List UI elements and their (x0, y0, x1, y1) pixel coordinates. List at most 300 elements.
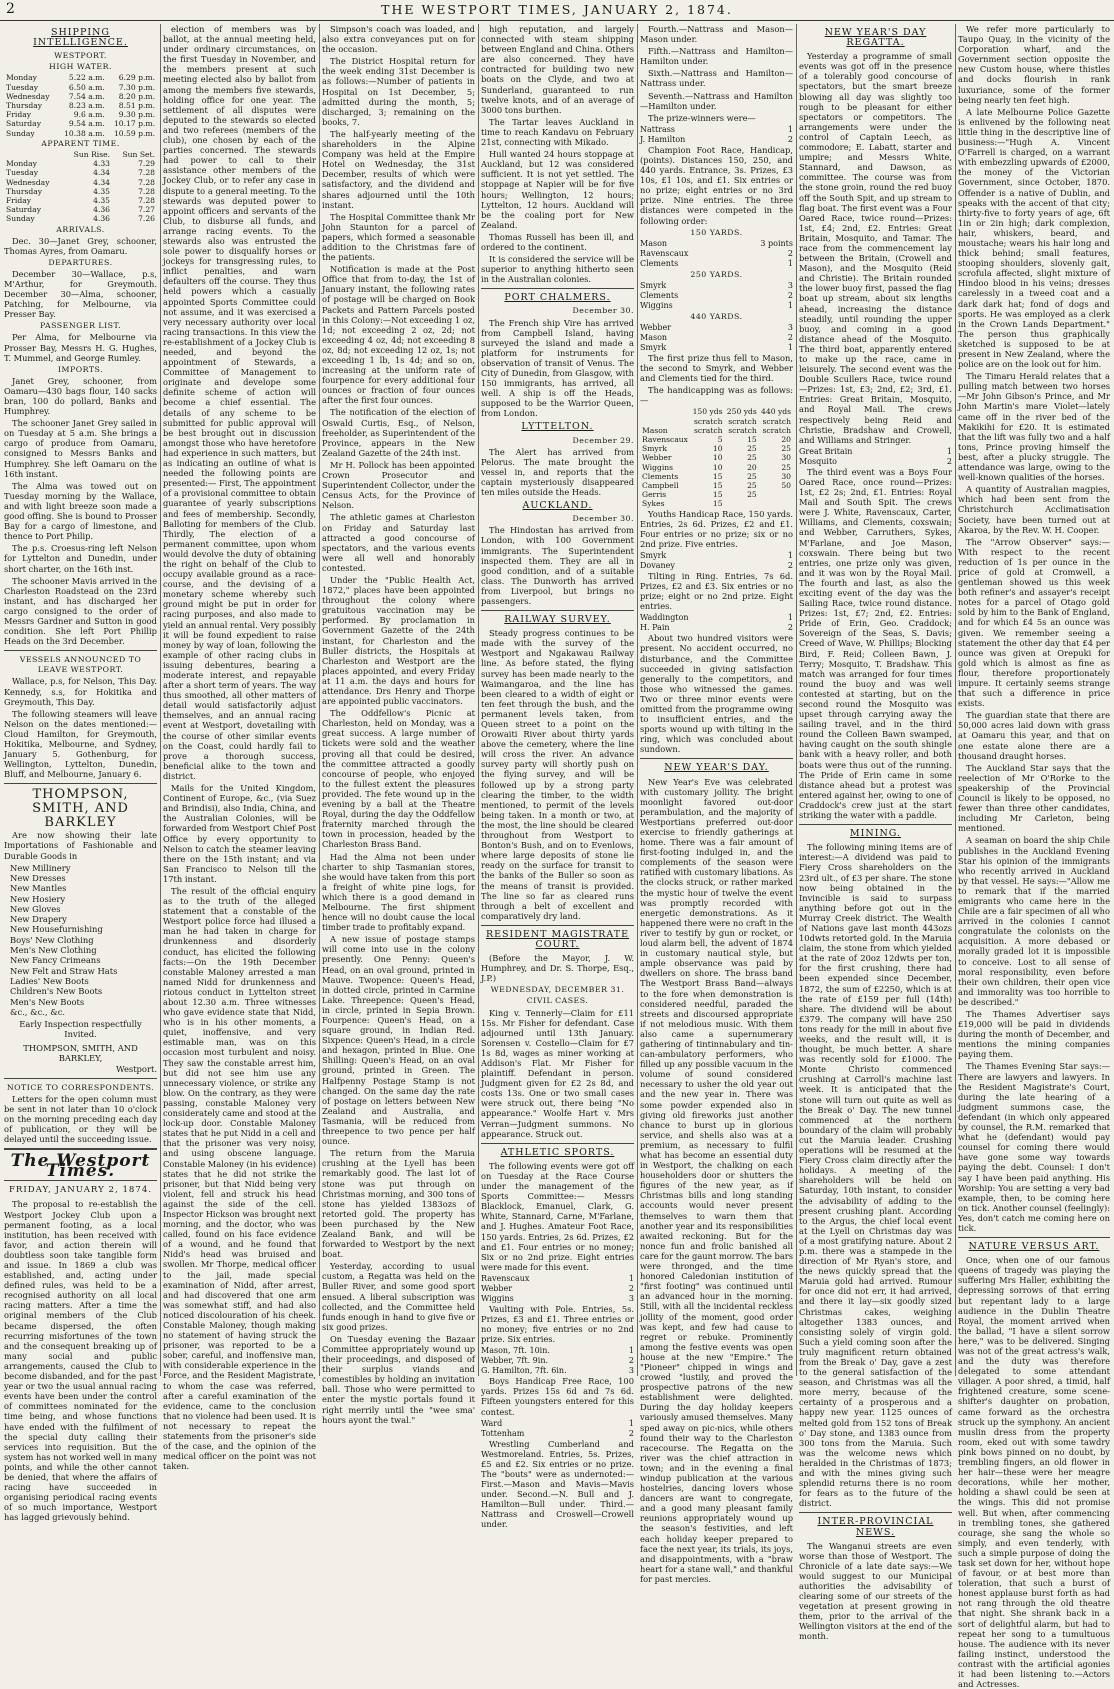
table-cell: 4.33 (93, 159, 111, 169)
divider (4, 650, 157, 651)
nature-heading: NATURE VERSUS ART. (968, 1241, 1100, 1253)
advert-item: New Gloves (10, 903, 61, 914)
news-paragraph: The District Hospital return for the week ending 31st December is as follows:—Number of patients in Hospital on 1st December, 5; admitted during the month, 5; discharged, 3; remaining on the books, 7. (322, 56, 475, 127)
high-water-label: HIGH WATER. (49, 62, 112, 72)
news-paragraph: The notification of the election of Oswald Curtis, Esq., of Nelson, freeholder, as Superintendent of the Province, appears in the New Zealand Gazette of the 24th inst. (322, 407, 475, 458)
table-cell: 15 (712, 490, 723, 500)
results-list (799, 447, 952, 467)
result-place: 1 (787, 550, 793, 560)
results-list (640, 239, 793, 269)
news-paragraph: Mr H. Pollock has been appointed Crown Prosecutor and Superintendent Collector, under the Census Acts, for the Province of Nelson. (322, 459, 475, 511)
apparent-time-row (4, 159, 157, 168)
advert-item: New Felt and Straw Hats (10, 965, 118, 976)
table-cell: 50 (781, 480, 791, 490)
auckland-heading: AUCKLAND. (522, 500, 593, 512)
apparent-time-row (4, 187, 157, 196)
col4-paragraphs (481, 24, 634, 284)
news-paragraph: The schooner Mavis arrived in the Charleston Roadstead on the 23rd instant, and has discharged her cargo consigned to the order of Messrs Gardner and Sutton in good condition. She left Port Phillip Heads on the 3rd December. (4, 575, 157, 647)
athletic-text: The following events were got off on Tuesday at the Race Course under the management of the Sports Committee:— Messrs Blacklock, Emanuel, Clark, G. White, Stannard, Carne, M'Farlane, and J. Hughes. Amateur Foot Race, 150 yards. Entries, 2s 6d. Prizes, £2 and £1. Four entries or no money; Six or no 2nd prize. Eight entries were made for this event. (481, 1160, 634, 1272)
table-cell: 30 (781, 471, 791, 481)
notice-heading: NOTICE TO CORRESPONDENTS. (6, 1082, 155, 1092)
vessels-text: Wallace, p.s, for Nelson, This Day. Kennedy, s.s, for Hokitika and Greymouth, This Day. (4, 676, 157, 707)
news-paragraph: A new issue of postage stamps will come into use in the colony presently. One Penny: Queen's Head, on an oval ground, printed in Mauve. Twopence: Queen's Head, in dotted circle, printed in Carmine Lake. Threepence: Queen's Head, in circle, printed in Sepia Brown. Fourpence: Queen's Head, on a square ground, in Indian Red. Sixpence: Queen's Head, in a circle and hexagon, printed in Blue. One Shilling: Queen's Head, on an oval ground, printed in Green. The Halfpenny Postage Stamp is not changed. On the same day the rate of postage on letters between New Zealand and Australia, and Tasmania, will be reduced from threepence to two pence per half ounce. (322, 934, 475, 1147)
yards-250-label: 250 YARDS. (690, 269, 743, 279)
table-cell: 250 yds (726, 407, 757, 417)
result-row (640, 281, 793, 291)
news-paragraph: Had the Alma not been under charter to ship Tasmanian stores, she would have taken from this port a freight of white pine logs, for which there is a good demand in Melbourne. The first shipment hence will no doubt cause the local timber trade to profitably expand. (322, 851, 475, 933)
table-cell: Wiggins (642, 462, 674, 472)
table-cell: 9.30 p.m. (118, 110, 155, 120)
departures-label: DEPARTURES. (48, 257, 113, 267)
regatta-text: Yesterday a programme of small events was got off in the presence of a tolerably good concourse of spectators, but the smart breeze blowing all day was slightly too rough to be pleasant for either spectators or competitors. The arrangements were under the control of Captain Leech, as commodore; E. Labatt, starter and umpire; and Messrs White, Stannard, and Dawson, as committee. The course was from the stone groin, round the red buoy off the South Spit, and up stream to flag boat. The first event was a Four Oared Race, twice round—Prizes: 1st, £4; 2nd, £2. Entries: Great Britain, Mosquito, and Tamar. The race from the commencement lay between the Britain, (Crowell and Mason), and the Mosquito (Reid and Christie). The Britain rounded the lower buoy first, passed the flag boat up stream, about six lengths ahead, increasing the distance steadily, until rounding the upper buoy, and coming in a good distance ahead of the Mosquito. The third boat, apparently entered to make up the race, came in leisurely. The second event was the Double Scullers Race, twice round—Prizes: 1st, £3; 2nd, £2; 3rd, £1. Entries: Great Britain, Mosquito, and Royal Mail. The crews respectively being Reid and Christie, Bradshaw and Crowell, and Williams and Stringer. (799, 51, 952, 445)
news-paragraph: The "Arrow Observer" says:—With respect to the recent reduction of 1s per ounce in the price of gold at Cromwell, a gentleman showed us this week both refiner's and assayer's receipt notes for a parcel of Otago gold sold by him to the Bank of England, and for which £4 5s an ounce was given. We remember seeing a statement the other day that £4 per ounce was given at Orepuki for gold which is almost as fine as flour, therefore proportionately impure. It certainly seems strange that such a difference in price exists. (958, 536, 1110, 709)
wrestling-bouts (640, 24, 793, 111)
result-place: 3 (787, 322, 793, 332)
auckland-text: The Hindostan has arrived from London, with 100 Government immigrants. The Superintendent inspected them. They are all in good condition, and of a suitable class. The Dunworth has arrived from Liverpool, but brings no passengers. (481, 525, 634, 606)
high-water-row (4, 110, 157, 119)
table-cell (759, 490, 793, 499)
departures-text: December 30—Wallace, p.s, M'Arthur, for Greymouth. December 30—Alma, schooner, Patching, for Melbourne, via Presser Bay. (4, 268, 157, 320)
result-row (481, 1346, 634, 1356)
news-paragraph: A late Melbourne Police Gazette is enlivened by the following neat little thing in the descriptive line of business:—"Hugh A. Vincent O'Farrell is charged, on a warrant with embezzling upwards of £2000, the money of the Victorian Government, since October, 1870. Offender is a native of Dublin, and speaks with the accent of that city; thirty-five to forty years of age, 6ft 1in or 2in high; dark complexion, hair, whiskers, beard, and moustache; wears his hair long and thick behind; small features, stooping shoulders, slovenly gait, scrofula affected, slight mixture of Hindoo blood in his veins; dresses carelessly in a tweed coat and a dark dark hat; fond of dogs and sports. He was employed as a clerk in the Crown Lands Department." The person thus graphically sketched is supposed to be at present in New Zealand, where the police are on the look out for him. (958, 106, 1110, 370)
advert-item: New Drapery (10, 914, 67, 925)
table-cell: Sunday (6, 128, 35, 138)
table-cell: Tuesday (6, 168, 39, 178)
result-name: Webber (481, 1283, 513, 1293)
result-row (481, 1284, 634, 1294)
mining-heading: MINING. (849, 828, 902, 840)
news-paragraph: A quantity of Australian magpies, which had been sent from the Christchurch Acclimatisation Society, have been turned out at Akaroa, by the Rev. W. H. Cooper. (958, 484, 1110, 535)
lyttelton-heading: LYTTELTON. (521, 421, 594, 433)
result-place: 2 (628, 1428, 634, 1438)
column-2 (163, 24, 317, 1472)
table-cell: Saturday (6, 119, 41, 129)
handicap-row (640, 463, 793, 472)
news-paragraph: high reputation, and largely connected with steam shipping between England and China. Others are also concerned. They have contracted for building two new boats on the Clyde, and two at Sunderland, guaranteed to run twelve knots, and of an average of 3000 tons burthen. (481, 24, 634, 115)
advert-item: Boys' New Clothing (10, 934, 94, 945)
rm-court-intro: (Before the Mayor, J. W. Humphrey, and Dr. S. Thorpe, Esq., J.P.) (481, 953, 634, 984)
news-paragraph: The Auckland Star says that the reelection of Mr O'Rorke to the speakership of the Provincial Council is likely to be opposed, no fewer than three other candidates, including Mr Carleton, being mentioned. (958, 762, 1110, 834)
divider (799, 824, 952, 825)
table-cell: scratch (762, 425, 791, 435)
table-cell: Wednesday (6, 91, 50, 101)
table-cell: Monday (6, 73, 37, 83)
news-paragraph: The Hospital Committee thank Mr John Staunton for a parcel of papers, which formed a seasonable addition to the Christmas fare of the patients. (322, 211, 475, 263)
rm-court-civil: CIVIL CASES. (526, 996, 589, 1006)
table-cell: 4.34 (93, 177, 111, 187)
table-cell: 7.27 (138, 205, 155, 215)
table-cell: 25 (747, 444, 757, 454)
table-cell: 20 (781, 434, 791, 444)
table-cell: Thursday (6, 100, 43, 110)
result-row (640, 301, 793, 311)
result-name: Wiggins (481, 1293, 514, 1303)
port-chalmers-text: The French ship Vire has arrived from Campbell Island, having surveyed the island and made a platform for instruments for observation of transit of Venus. The City of Dunedin, from Glasgow, with 150 immigrants, has arrived, all well. A ship is off the Heads, supposed to be the Warrior Queen, from London. (481, 317, 634, 419)
advert-item: Men's New Boots (10, 996, 85, 1007)
news-paragraph: The half-yearly meeting of the shareholders in the Alpine Company was held at the Empire Hotel on Wednesday, the 31st December, results of which were satisfactory, and the dividend and shares adjourned until the 10th instant. (322, 128, 475, 210)
table-cell: Sun Rise. (73, 149, 111, 159)
result-place: 2 (628, 1283, 634, 1293)
handicap-row (640, 426, 793, 435)
column-rule (160, 24, 161, 1376)
table-cell: 5.22 a.m. (68, 73, 105, 83)
table-cell: Gerris (642, 490, 667, 500)
table-cell: 10 (712, 453, 723, 463)
arrivals-label: ARRIVALS. (56, 224, 105, 234)
news-paragraph: Hull wanted 24 hours stoppage at Auckland, but 12 was considered sufficient. It is not yet settled. The stoppage at Napier will be for five hours; Wellington, 12 hours; Lyttelton, 12 hours. Auckland will be the coaling port for New Zealand. (481, 149, 634, 230)
result-row (640, 291, 793, 301)
steamers-text: The following steamers will leave Nelson on the dates mentioned:— Cloud Hamilton, for Greymouth, Hokitika, Melbourne, and Sydney, January 5. Gothenburg, for Wellington, Lyttelton, Dunedin, Bluff, and Melbourne, January 6. (4, 708, 157, 780)
port-chalmers-date: December 30. (572, 306, 634, 316)
table-cell: 7.28 (138, 186, 155, 196)
result-row (481, 1429, 634, 1439)
table-cell: 10 (712, 444, 723, 454)
divider (481, 925, 634, 926)
lyttelton-text: The Alert has arrived from Pelorus. The mate brought the vessel in, and reports that the captain mysteriously disappeared ten miles outside the Heads. (481, 446, 634, 498)
result-row (640, 333, 793, 343)
news-paragraph: The return from the Maruia crushing at the Lyell has been remarkably good. The last lot of stone was put through on Christmas morning, and 300 tons of stone has yielded 1383ozs of retorted gold. The property has been purchased by the New Zealand Bank, and will be forwarded to Westport by the next boat. (322, 1148, 475, 1260)
news-paragraph: It is considered the service will be superior to anything hitherto seen in the Australian colonies. (481, 254, 634, 285)
result-row (640, 613, 793, 623)
apparent-time-row (4, 168, 157, 177)
table-cell (725, 499, 759, 508)
apparent-time-table (4, 150, 157, 224)
high-water-table (4, 73, 157, 137)
result-place: 1 (628, 1346, 634, 1356)
table-cell (640, 417, 690, 426)
news-paragraph: The athletic games at Charleston on Friday and Saturday last attracted a good concourse of spectators, and the various events were all well and honorably contested. (322, 512, 475, 573)
result-place: 2 (946, 456, 952, 466)
result-place: 1 (787, 258, 793, 268)
table-cell: 4.36 (93, 205, 111, 215)
advert-items (10, 863, 157, 1017)
table-cell: 25 (781, 444, 791, 454)
news-paragraph: The p.s. Croesus-ring left Nelson for Lyttelton and Dunedin, under short charter, on the 16th inst. (4, 543, 157, 574)
column-4 (481, 24, 634, 1530)
arrivals-text: Dec. 30—Janet Grey, schooner, Thomas Ayres, from Oamaru. (4, 235, 157, 256)
advert-item: New Mantles (10, 883, 67, 894)
wrestling-text: Wrestling Cumberland and Westmoreland. Entries, 5s. Prizes, £5 and £2. Six entries or no prize. The "bouts" were as undernoted:— First.—Mason and Mavis—Mavis under. Second.—N. Bull and J. Hamilton—Bull under. Third.—Nattrass and Croswell—Crowell under. (481, 1438, 634, 1530)
apparent-time-row (4, 196, 157, 205)
result-name: Mason (640, 238, 668, 248)
result-place: 2 (787, 248, 793, 258)
result-name: Tottenham (481, 1428, 525, 1438)
apparent-time-row (4, 205, 157, 214)
table-cell: scratch (762, 416, 791, 426)
column-rule (478, 24, 479, 1376)
table-cell: 7.28 (138, 195, 155, 205)
table-cell: scratch (728, 425, 757, 435)
column-rule (796, 24, 797, 1376)
result-row (640, 343, 793, 353)
advert-place: Westport. (116, 1063, 157, 1074)
result-name: Webber (640, 322, 672, 332)
dateline: FRIDAY, JANUARY 2, 1874. (8, 1185, 153, 1196)
columns (4, 24, 1110, 1689)
regatta-heading: NEW YEAR'S DAY REGATTA. (824, 27, 927, 49)
high-water-row (4, 73, 157, 82)
auckland-date: December 30. (572, 514, 634, 524)
divider (958, 1237, 1110, 1238)
bout-line: Sixth.—Nattrass and Hamilton—Nattrass under. (640, 68, 793, 89)
result-row (640, 249, 793, 259)
interprovincial-text: The Wanganui streets are even worse than those of Westport. The Chronicle of a late date says:—We would suggest to our Municipal authorities the advisability of clearing some of our streets of the vegetation at present growing in them, prior to the arrival of the Wellington visitors at the end of the month. (799, 1540, 952, 1642)
result-name: Mosquito (799, 456, 837, 466)
result-name: Waddington (640, 613, 689, 623)
bout-line: Fourth.—Nattrass and Mason—Mason under. (640, 24, 793, 45)
high-water-row (4, 83, 157, 92)
table-cell: 7.30 p.m. (118, 82, 155, 92)
result-name: Nattrass (640, 124, 676, 134)
results-list (640, 281, 793, 311)
news-paragraph: Simpson's coach was loaded, and also extra conveyances put on for the occasion. (322, 24, 475, 55)
interprovincial-heading: INTER-PROVINCIAL NEWS. (817, 1516, 934, 1538)
result-place: 2 (787, 290, 793, 300)
divider (481, 288, 634, 289)
advert-item: New Dresses (10, 872, 66, 883)
advert-signature: THOMPSON, SMITH, AND BARKLEY, (23, 1043, 138, 1064)
column-5 (640, 24, 794, 1584)
news-paragraph: Notification is made at the Post Office that from to-day, the 1st of January instant, the following rates of postage will be charged on Book Packets and Pattern Parcels posted in this Colony:—Not exceeding 1 oz, 1d; not exceeding 2 oz, 2d; not exceeding 4 oz, 4d; not exceeding 8 oz, 8d; not exceeding 12 oz, 1s; not exceeding 1 lb, 1s 4d; and so on, increasing at the uniform rate of fourpence for every additional four ounces or fraction of four ounces after the first four ounces. (322, 264, 475, 406)
editorial-text: The proposal to re-establish the Westport Jockey Club upon a permanent footing, as a local institution, has been received with favor, and action therein will doubtless soon take tangible form and issue. In 1869 a club was established, and, acting under defined rules, was held to be a recognised authority on all local racing matters. After a time the original members of the Club became dispersed, the often recurring misfortunes of the town and the consequent breaking up of many social and public arrangements, caused the Club to become disbanded, and for the past year or two the usual annual racing events have been under the control of committees nominated for the time being, and whose functions have ended with the fulfilment of the special duty calling their services into requisition. But the system has not worked well in many points, and while the other cannot be denied, that where the affairs of racing have succeeded in organising periodical racing events of so much importance, Westport has lagged grievously behind. (4, 1199, 157, 1523)
table-cell: 7.29 (138, 159, 155, 169)
table-cell: 440 yds (761, 407, 791, 417)
table-cell: Ravenscaux (642, 434, 688, 444)
table-cell: 25 (747, 480, 757, 490)
imports-label: IMPORTS. (57, 364, 104, 374)
regatta-text-2: The third event was a Boys Four Oared Race, once round—Prizes: 1st, £2 2s; 2nd, £1. Entries: Royal Mail and South Spit. The crews were J. White, Ravenscaux, Carter, Williams, and Clements, coxswain; and Webber, Carruthers, Sykes, M'Farlane, and Joe Mason, coxswain. There being but two entries, one prize only was given, and it was won by the Royal Mail. The fourth and last, as also the exciting event of the day was the Sailing Race, twice round distance. Prizes: 1st, £7; 2nd, £2. Entries: Pride of Erin, Geo. Craddock; Sovereign of the Seas, S. Davis; Creed of Wave, W. Phillips; Blocking Bird, F. Reid; Colleen Bawn, J. Terry; Mosquito, T. Bradshaw. This match was arranged for four times round the buoy and was well contested at starting, but on the second round the Mosquito was upset through carrying away the sailing travel, and in the third round the Colleen Bawn swamped, having caught on the south shingle bank with a heavy roller, and both boats were thus out of the running. The Pride of Erin came in some distance ahead but a protest was entered against her, owing to one of Craddock's crew just at the start striking the water with a paddle. (799, 466, 952, 821)
handicap-row (640, 481, 793, 490)
notice-text: Letters for the open column must be sent in not later than 10 o'clock on the morning preceding each day of publication, or they will be delayed until the succeeding issue. (4, 1093, 157, 1145)
handicap-label: The handicapping was as follows:— (640, 385, 793, 406)
vessels-heading: VESSELS ANNOUNCED TO LEAVE WESTPORT. (19, 655, 142, 675)
boys-race-text: Boys Handicap Free Race, 100 yards. Prizes 15s 6d and 7s 6d. Fifteen youngsters entered for this contest. (481, 1376, 634, 1417)
table-cell: 10.59 p.m. (113, 128, 155, 138)
table-cell: 4.34 (93, 168, 111, 178)
table-cell: 8.23 a.m. (68, 100, 105, 110)
table-cell: Friday (6, 195, 32, 205)
handicap-row (640, 435, 793, 444)
result-name: Smyrk (640, 280, 667, 290)
results-list (640, 551, 793, 571)
apparent-time-label: APPARENT TIME. (41, 138, 120, 148)
advert-item: New Fancy Crimeans (10, 955, 101, 966)
handicap-row (640, 490, 793, 499)
handicap-row (640, 499, 793, 508)
result-row (640, 323, 793, 333)
table-cell: 150 yds (692, 407, 723, 417)
advert-item: Ladies' New Boots (10, 975, 89, 986)
final-note: The first prize thus fell to Mason, the second to Smyrk, and Webber and Clements tied for the third. (640, 352, 793, 384)
result-name: Mason, 7ft. 10in. (481, 1346, 550, 1356)
result-place: 3 (628, 1366, 634, 1376)
result-row (799, 457, 952, 467)
table-cell: Smyrk (642, 444, 667, 454)
port-name: WESTPORT. (54, 51, 107, 61)
table-cell: 30 (781, 453, 791, 463)
news-paragraph: The schooner Janet Grey sailed in on Tuesday at 5 a.m. She brings a cargo of produce from Oamaru, consigned to Messrs Banks and Humphrey. She left Oamaru on the 16th instant. (4, 418, 157, 479)
table-cell: 5 (717, 434, 723, 444)
advert-intro: Are now showing their late Importations of Fashionable and Durable Goods in (4, 830, 157, 861)
mining-text: The following mining items are of interest:—A dividend was paid to Fiery Cross shareholders on the 23rd ult., of £3 per share. The stone now being obtained in the Invincible is said to surpass anything before got out in the Murray Creek district. The Wealth of Nations gave last month 443ozs 10dwts retorted gold. In the Maruia claim, the stone from which yielded at the rate of 20oz 12dwts per ton, for the first crushing, there had been expended since December, 1872, the sum of £2250, which is at the rate of £159 per full (14th) share. The dividend will be about £379. The company will have 250 tons ready for the mill in about five weeks, and the result will, it is thought, be much better. A share was recently sold for £1000. The Monte Christo commenced crushing at Carroll's machine last week. It is anticipated that the stone will turn out quite as well as the Break o' Day. The new tunnel commenced at the northern boundary of the claim will probably cut the Maruia leader. Crushing operations will be resumed at the Fiery Cross claim directly after the holidays. A meeting of the shareholders will be held on Saturday, 10th instant, to consider the advisability of adding to the present crushing plant. According to the Argus, the chief local event at the Lyell on Christmas day was of a most gratifying nature. About 2 p.m. there was a stampede in the direction of Mr Ryan's store, and the news quickly spread that the Maruia gold had arrived. Rumour for once did not err, it had arrived, and there it lay—six goodly sized Christmas cakes, weighing altogether 1383 ounces, and consisting solely of virgin gold. Such a yield coming soon after the truly magnificent return obtained from the Break o' Day, gave a zest to the general satisfaction of the season, and Christmas was all the more merry, because of the certainty of a prosperous and a happy new year. 1125 ounces of melted gold from 152 tons of Break o' Day stone, and 1383 ounce from 300 tons from the Maruia. Such was the welcome news which heralded in the Christmas of 1873; and with the mines giving such splendid returns there is no room for fears as to the future of the district. (799, 842, 952, 1509)
table-cell: 6.50 a.m. (68, 82, 105, 92)
result-name: Clements (640, 258, 679, 268)
handicap-row (640, 407, 793, 416)
passengers-text: Per Alma, for Melbourne via Prosser Bay, Messrs H. G. Hughes, T. Mummel, and George Rumley. (4, 332, 157, 363)
result-name: Ravenscaux (640, 248, 689, 258)
divider (640, 758, 793, 759)
table-cell: 8.20 p.m. (118, 91, 155, 101)
paper-name: The Westport Times. (10, 1151, 151, 1182)
table-cell (4, 150, 62, 159)
table-cell: 15 (747, 434, 757, 444)
news-paragraph: The Oddfellow's Picnic at Charleston, held on Monday, was a great success. A large number of tickets were sold and the weather proving all that could be desired, the committee attracted a goodly concourse of people, who enjoyed to the fullest extent the pleasures provided. The fete wound up in the evening by a ball at the Theatre Royal, during the day the Oddfellow fraternity marched through the town in procession, headed by the Charleston Brass Band. (322, 708, 475, 850)
result-row (640, 125, 793, 135)
news-paragraph: Thomas Russell has been ill, and ordered to the continent. (481, 231, 634, 252)
table-cell: Tuesday (6, 82, 39, 92)
handicap-table (640, 407, 793, 508)
table-cell: scratch (694, 425, 723, 435)
news-paragraph: The Tartar leaves Auckland in time to reach Kandavu on February 21st, connecting with Mikado. (481, 116, 634, 148)
new-years-day-text: New Year's Eve was celebrated with customary jollity. The bright moonlight favored out-door perambulation, and the majority of Westportians preferred out-door exercise to friendly gatherings at home. There was a fair amount of first-footing indulged in, and the complements of the season were ratified with customary libations. As the clocks struck, or rather marked the mystic hour of twelve the event was promptly recorded with energetic demonstrations. As it happened there were no craft in the river to testify by gun or rocket, or loud alarm bell, the advent of 1874 in customary nautical style, but ample observance was paid by dwellers on shore. The brass band The Westport Brass Band—always to the fore when demonstration is considered needful, paraded the streets and discoursed appropriate if not melodious music. With them also came a supernumerary gathering of tintinnabulary and tin-can-ambulatory performers, who filled up any possible vacuum in the volume of sound considered necessary to usher the old year out and the new year in. There was some powder expended also in giving old fireworks just another chance to burst up in glorious service, and shells also was at a premium, as necessary to fulfil what has become an essential duty in Westport, the chalking on each householders door or shutters the figures of the new year, as if Christmas bills and long standing accounts would never present themselves to warn them that another year and its responsibilities awaited reckoning. But for the nonce fun and frolic banished all care for the gaunt morrow. The bars were thronged, and the time honored Caledonian institution of "first footing" was continued until an advanced hour in the morning. Still, with all the incidental reckless jollity of the moment, good order was kept, and few had cause to regret or rebuke. Prominently among the festive events was open house at the new "Empire." The "Pioneer" chipped in wings and crowed "lustily, and proved the prospective patrons of the new establishment were delighted. During the day holiday keepers variously amused themselves. Many sped away on pic-nics, while others found their way to the Charleston racecourse. The Regatta on the river was the chief attraction in town; and in the evening a final windup publication at the various hostelries, dancing lovers whose dancers are want to congregate, and a good many pleasant family reunions appropriately wound up the season's festivities, and left each holiday keeper prepared to face the next year, its trials, its joys, and disappointments, with a "braw heart for a stane wall," and thankful for past mercies. (640, 776, 794, 1584)
result-row (640, 135, 793, 145)
table-cell: 20 (747, 462, 757, 472)
result-name: Clements (640, 290, 679, 300)
divider (4, 1078, 157, 1079)
table-cell: 25 (747, 453, 757, 463)
table-cell: 10 (712, 462, 723, 472)
result-name: Mason (640, 332, 668, 342)
news-paragraph: The result of the official enquiry as to the truth of the alleged statement that a constable of the Westport police force had illused a man he had taken in charge for drunkenness and disorderly conduct, has elicited the following facts:—On the 19th December constable Maloney arrested a man named Nidd for drunkenness and riotous conduct in Lyttelton street about 12.30 a.m. Three witnesses who gave evidence state that Nidd, who is in his other moments, a quiet, inoffensive, and very estimable man, was on this occasion most turbulent and noisy. They saw the constable arrest him, but did not see him use any unnecessary violence, or strike any blow. On the contrary, as they were passing, constable Maloney very considerately came and stood at the lock-up door. Constable Maloney states that he put Nidd in a cell and that the prisoner was very noisy, and using obscene language. Constable Maloney (in his evidence) states that he did not strike the prisoner, but that Nidd being very violent, fell and struck his head against the side of the cell. Inspector Hickson was brought next morning, and the doctor, who was called, found on his face evidence of a wound, and he found that Nidd's head was bruised and swollen. Mr Thorpe, medical officer to the jail, made special examination of Nidd, after arrest, and had discovered that one arm was somewhat stiff, and had also noticed discolouration of his cheek. Constable Maloney, though making no statement of having struck the prisoner, was reported to be a sober, careful, and inoffensive man, with considerable experience in the Force, and the Resident Magistrate, to whom the case was referred, after a careful examination of the evidence, came to the conclusion that no violence had been used. It is not necessary to repeat the statements from the prisoner's side of the case, and the opinion of the medical officer on the point was not taken. (163, 885, 316, 1472)
champion-text: Champion Foot Race, Handicap, (points). Distances 150, 250, and 440 yards. Entrance, 3s. Prizes, £3 10s, £1 10s, and £1. Six entries or no prize; eight entries or no 3rd prize. Nine entries. The three distances were competed in the following order: (640, 144, 793, 226)
handicap-row (640, 453, 793, 462)
divider (481, 610, 634, 611)
column-rule (637, 24, 638, 1376)
advert-item: &c., &c., &c. (10, 1006, 66, 1017)
divider (4, 783, 157, 784)
table-cell: 10.17 p.m. (113, 119, 155, 129)
news-paragraph: The Thames Advertiser says £19,000 will be paid in dividends during the month of December, and mentions the mining companies paying them. (958, 1009, 1110, 1060)
result-place: 1 (787, 300, 793, 310)
result-row (640, 561, 793, 571)
table-cell: 7.28 (138, 168, 155, 178)
news-paragraph: The guardian state that there are 50,000 acres laid down with grass at Oamaru this year, and that on one estate alone there are a thousand draught horses. (958, 710, 1110, 761)
table-cell: 15 (712, 471, 723, 481)
athletic-heading: ATHLETIC SPORTS. (500, 1146, 615, 1158)
table-cell: 10.38 a.m. (64, 128, 105, 138)
table-cell: Monday (6, 159, 37, 169)
result-name: Wiggins (640, 300, 673, 310)
result-place: 2 (787, 134, 793, 144)
bout-line: Seventh.—Nattrass and Hamilton—Hamilton under. (640, 90, 793, 111)
rm-court-heading: RESIDENT MAGISTRATE COURT. (485, 928, 630, 950)
results-list (640, 323, 793, 353)
column-6 (799, 24, 952, 1642)
table-cell: 6.29 p.m. (118, 73, 155, 83)
rm-court-text: King v. Tennerly—Claim for £11 15s. Mr Fisher for defendant. Case adjourned until 13th January. Sorensen v. Costello—Claim for £7 1s 8d, wages as miner working at Addison's Flat. Mr Fisher for plaintiff. Defendant in person. Judgment given for £2 2s 8d, and costs 13s. One or two small cases were struck out, there being "No appearance." Woolfe Hart v. Mrs Verran—Judgment summons. No appearance. Struck out. (481, 1007, 634, 1139)
result-place: 3 points (760, 238, 793, 248)
rm-court-date: WEDNESDAY, DECEMBER 31. (490, 985, 625, 995)
column-3 (322, 24, 475, 1425)
column-7 (958, 24, 1110, 1689)
result-name: Smyrk (640, 342, 667, 352)
railway-heading: RAILWAY SURVEY. (504, 614, 611, 626)
port-chalmers-heading: PORT CHALMERS. (504, 292, 611, 304)
table-cell: Sunday (6, 214, 35, 224)
advert-item: Children's New Boots (10, 986, 103, 997)
table-cell (640, 407, 690, 416)
apparent-time-row (4, 214, 157, 223)
table-cell: 9.54 a.m. (68, 119, 105, 129)
lyttelton-date: December 29. (572, 435, 634, 445)
high-water-row (4, 119, 157, 128)
result-row (640, 239, 793, 249)
divider (481, 1143, 634, 1144)
news-paragraph: election of members was by ballot, at the annual meeting held, under ordinary circumstances, on the first Tuesday in November, and the members present at such meeting elected also by ballot from among the members five stewards, holding office for one year. The settlement of all disputes were deputed to the stewards so elected and two referees (members of the club), one chosen by each of the parties concerned. The stewards had power to call to their assistance other members of the Jockey Club, or to refer any case in dispute to a general meeting. To the stewards was deputed power to appoint officers and servants of the Club, to disburse all funds, and arrange racing events. To the stewards also was entrusted the sole power to disqualify horses or jockeys for transgressing rules, to inflict penalties, and warn defaulters off the course. They thus held powers which a casually appointed Sports Committee could not assume, and it was exercised a very necessary authority over local racing transactions. In this view the re-establishment of a Jockey Club is needed, and beyond the appointment of Stewards, a Committee of Management to originate and develope some definite scheme of action will become a chief essential. The details of any scheme to be submitted for public approval will be best brought out in discussion amongst those who have heretofore had experience in such matters, but as indicating an outline of what is needed the following points are presented:— First, The appointment of a provisional committee to obtain guarantee of yearly subscriptions and fees of membership. Secondly, Balloting for members of the Club. Thirdly, The election of a permanent committee, upon whom would devolve the duty of obtaining the right on behalf of the Club to occupy available ground as a race-course, and the devising of a monetary scheme whereby such ground might be put in order for racing purposes, and also made to yield an annual rental. Very possibly it will be found expedient to raise money by way of loan, following the example of other racing clubs in issuing debentures, bearing a moderate interest, and repayable after a short term of years. The way thus smoothed, all other matters of detail would satisfactorily adjust themselves, and an annual racing event at Westport, dovetailing with the course of other similar events on the Coast, could hardly fail to prove a thorough success, beneficial alike to the town and district. (163, 24, 317, 781)
result-place: 1 (946, 446, 952, 456)
apparent-time-row (4, 150, 157, 159)
youths-text: Youths Handicap Race, 150 yards. Entries, 2s 6d. Prizes, £2 and £1. Four entries or no prize; six or no 2nd prize. Five entries. (640, 508, 793, 549)
result-place: 2 (787, 623, 793, 633)
result-place: 2 (628, 1356, 634, 1366)
advert-item: New Housefurnishing (10, 924, 103, 935)
result-place: 1 (787, 613, 793, 623)
vaulting-text: Vaulting with Pole. Entries, 5s. Prizes, £3 and £1. Three entries or no money; five entries or no 2nd prize. Six entries. (481, 1303, 634, 1345)
new-years-day-heading: NEW YEAR'S DAY. (664, 762, 769, 774)
news-paragraph: The Thames Evening Star says:—There are lawyers and lawyers. In the Resident Magistrate's Court, during the late hearing of a judgment summons case, the defendant (in which only appeared by counsel, the R.M. remarked that what he (defendant) would pay counsel for coming there would have gone some way towards paying the debt. Counsel: I don't say I have been paid anything. His Worship: You are setting a very bad example, then, to be coming here on tick. Another counsel (feelingly): Yes, don't catch me coming here on tick. (958, 1061, 1110, 1233)
imports-text: Janet Grey, schooner, from Oamaru—430 bags flour, 140 sacks bran, 100 do pollard, Banks and Humphrey. (4, 375, 157, 417)
result-row (640, 259, 793, 269)
news-paragraph: The Timaru Herald relates that a pulling match between two horses—Mr John Gibson's Prince, and Mr John Martin's mare Violet—lately came off in the river bed of the Makikihi for £20. It is estimated that the lift was fully two and a half tons, Prince proving himself the best, after a plucky struggle. The attendance was large, owing to the well-known qualities of the horses. (958, 371, 1110, 483)
advert-firm: THOMPSON, SMITH, AND BARKLEY (32, 787, 129, 831)
table-cell: 15 (712, 480, 723, 490)
table-cell: Webber (642, 453, 672, 463)
result-row (481, 1366, 634, 1376)
passenger-label: PASSENGER LIST. (39, 321, 122, 331)
news-paragraph: Under the "Public Health Act, 1872," places have been appointed throughout the colony where gratuitous vaccination may be performed. By proclamation in Government Gazette of the 24th instant, for Charleston and the Buller districts, the Hospitals at Charleston and Westport are the places appointed, and every Friday at 11 a.m. the days and hours for attendance. Drs Henry and Thorpe are appointed public vaccinators. (322, 574, 475, 707)
result-place: 1 (787, 342, 793, 352)
table-cell: Sun Set. (122, 149, 155, 159)
athletic-end-text: About two hundred visitors were present. No accident occurred, no disturbance, and the Committee succeeded in giving satisfaction generally to the competitors, and those who witnessed the games. Two or three minor events were omitted from the programme owing to insufficient entries, and the sports wound up with tilting in the ring, which was concluded about sundown. (640, 633, 793, 755)
result-name: G. Hamilton, 7ft. 6in. (481, 1366, 567, 1376)
result-place: 3 (628, 1293, 634, 1303)
table-cell: 9.6 a.m. (73, 110, 105, 120)
result-row (640, 623, 793, 633)
masthead-title: THE WESTPORT TIMES, JANUARY 2, 1874. (381, 2, 733, 17)
page-number: 2 (6, 1, 15, 17)
table-cell: 4.35 (93, 186, 111, 196)
column-1 (4, 24, 157, 1523)
advert-item: New Hosiery (10, 893, 66, 904)
tilting-text: Tilting in Ring. Entries, 7s 6d. Prizes, £2 and £3. Six entries or no prize; eight or no 2nd prize. Eight entries. (640, 570, 793, 612)
result-row (640, 551, 793, 561)
high-water-row (4, 92, 157, 101)
news-paragraph: Mails for the United Kingdom, Continent of Europe, &c., (via Suez and Brindisi), also India, China, and the Australian Colonies, will be forwarded from Westport Chief Post Office by every opportunity to Nelson to catch the steamer leaving there on the 15th instant; and via San Francisco to Nelson till the 17th instant. (163, 783, 316, 884)
column-rule (319, 24, 320, 1376)
result-name: Dovaney (640, 560, 675, 570)
table-cell: Wednesday (6, 177, 50, 187)
yards-440-label: 440 YARDS. (690, 311, 743, 321)
advert-note: Early Inspection respectfully Invited. (19, 1019, 142, 1040)
table-cell: Thursday (6, 186, 43, 196)
table-cell: Clements (642, 471, 679, 481)
result-place: 2 (787, 560, 793, 570)
handicap-row (640, 472, 793, 481)
news-paragraph: A seaman on board the ship Chile publishes in the Auckland Evening Star his opinion of the immigrants who recently arrived in Auckland by that vessel. He says:—"Allow me to remark that if the married emigrants who came here in the Chile are a fair specimen of all who arrived in the colonies I cannot congratulate the colonists on the acquisition. A more debased or morally graded lot it is impossible to conceive. Lost to all sense of moral responsibility, even before their own children, their open vice and immorality was too horrible to be described." (958, 835, 1110, 1007)
table-cell: Friday (6, 110, 32, 120)
results-list (640, 613, 793, 633)
results-list (481, 1274, 634, 1304)
